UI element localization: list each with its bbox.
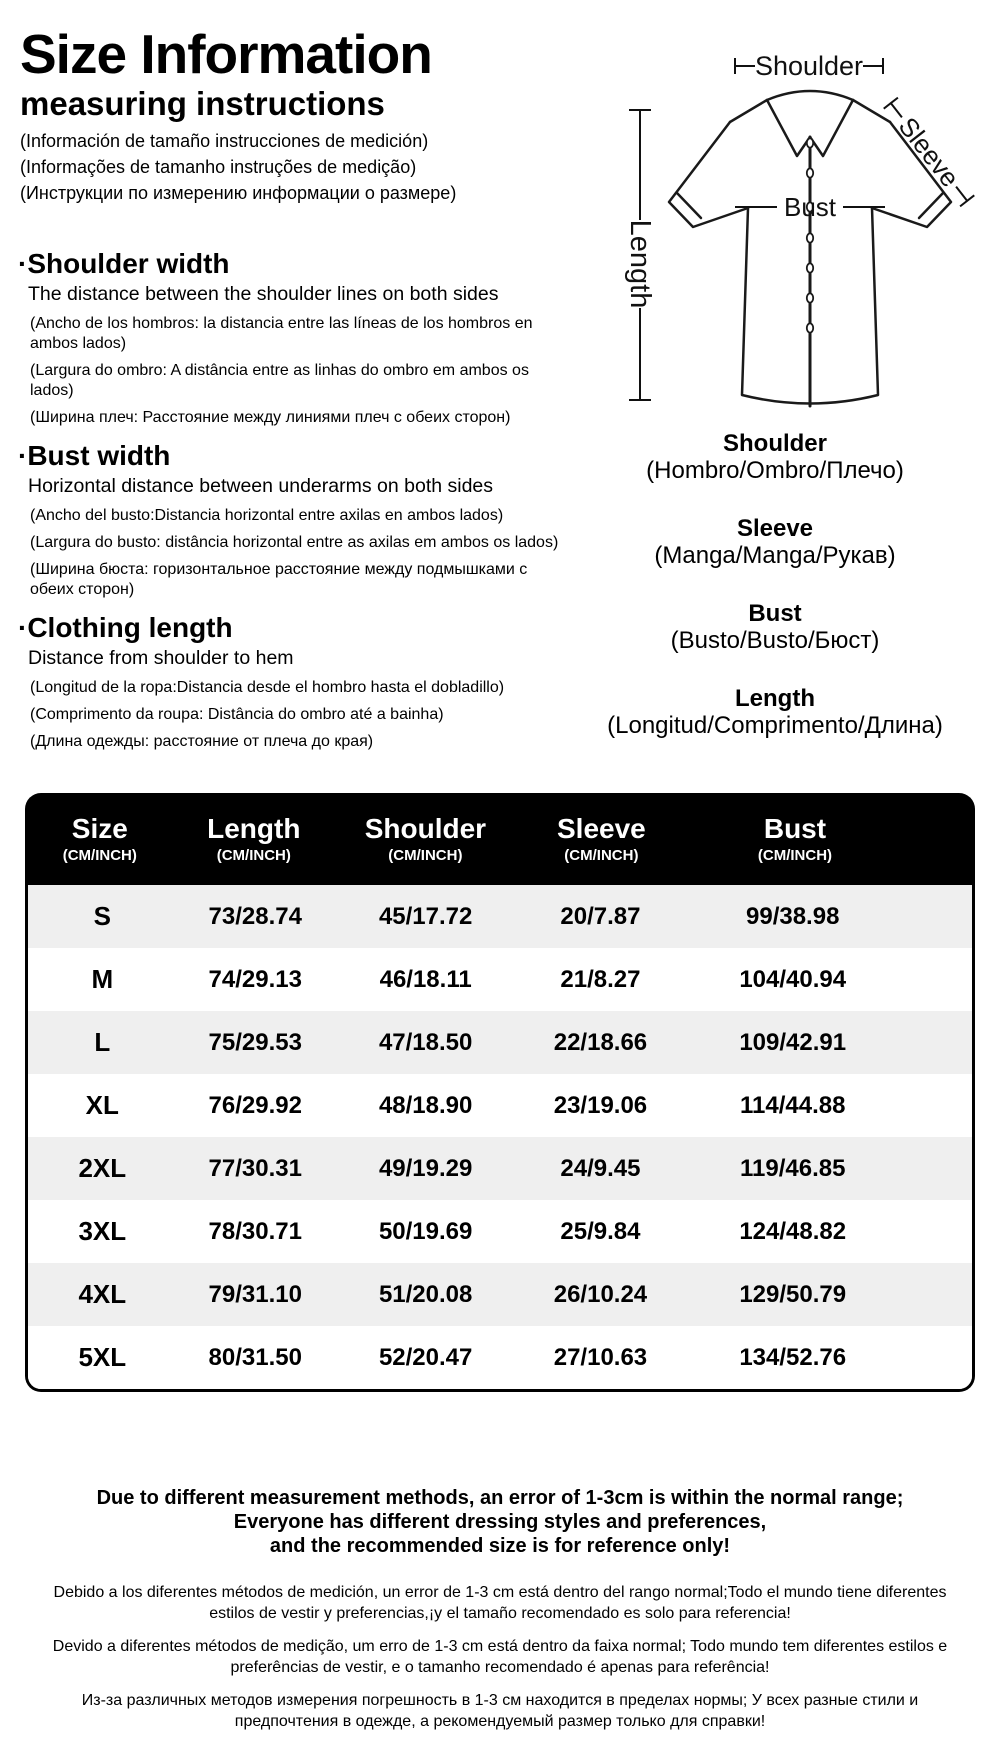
bust-cell: 134/52.76: [739, 1343, 847, 1371]
column-unit: (CM/INCH): [62, 846, 137, 864]
size-cell: XL: [85, 1090, 119, 1120]
table-row: [28, 1326, 972, 1389]
size-cell: S: [93, 901, 111, 931]
glossary-term: Sleeve: [736, 515, 814, 542]
header-translation: (Informações de tamanho instruções de medição): [20, 157, 417, 178]
sleeve-cell: 22/18.66: [553, 1028, 648, 1056]
section-description: The distance between the shoulder lines on both sides: [28, 283, 499, 305]
shirt-diagram: [585, 40, 990, 420]
column-unit: (CM/INCH): [564, 846, 639, 864]
bust-cell: 119/46.85: [739, 1154, 846, 1182]
section-description: Horizontal distance between underarms on both sides: [28, 475, 494, 497]
disclaimer-line: Due to different measurement methods, an error of 1-3cm is within the normal range;: [96, 1487, 904, 1509]
table-header-cell: [175, 814, 333, 865]
table-header-cell: [518, 814, 685, 865]
disclaimer-line: and the recommended size is for reference only!: [269, 1535, 731, 1557]
glossary-entry: [555, 685, 995, 739]
header-translation: (Información de tamaño instrucciones de medición): [20, 131, 429, 152]
length-cell: 77/30.31: [208, 1154, 302, 1182]
shirt-buttons: [807, 138, 813, 332]
section-heading: ·Clothing length: [18, 612, 233, 643]
length-label: Length: [624, 219, 656, 309]
length-cell: 78/30.71: [208, 1217, 302, 1245]
glossary-translations: (Hombro/Ombro/Плечо): [646, 457, 904, 484]
shirt-diagram-svg: [585, 40, 990, 420]
shoulder-cell: 51/20.08: [378, 1280, 473, 1308]
table-row: [28, 1074, 972, 1137]
shoulder-cell: 46/18.11: [379, 965, 472, 993]
section-translation: (Ancho del busto:Distancia horizontal entre axilas en ambos lados): [30, 507, 504, 524]
disclaimer-paragraph: Devido a diferentes métodos de medição, um erro de 1-3 cm está dentro da faixa normal; Todo mundo tem diferentes estilos e preferências de vestir, e o tamanho recomendado é apenas para referência!: [52, 1638, 948, 1676]
sleeve-label: Sleeve: [892, 111, 966, 193]
section-translation: (Largura do ombro: A distância entre as linhas do ombro em ambos os lados): [30, 362, 529, 399]
disclaimer: [0, 1486, 1000, 1732]
column-unit: (CM/INCH): [388, 846, 463, 864]
size-cell: L: [94, 1027, 111, 1057]
size-table-header: [25, 793, 975, 885]
disclaimer-line: Everyone has different dressing styles and preferences,: [233, 1511, 767, 1533]
table-row: [28, 948, 972, 1011]
table-row: [28, 885, 972, 948]
sleeve-cell: 25/9.84: [560, 1217, 641, 1245]
bust-label: Bust: [783, 192, 837, 222]
length-cell: 79/31.10: [208, 1280, 302, 1308]
column-label: Bust: [763, 812, 827, 844]
table-row: [28, 1137, 972, 1200]
sleeve-cell: 23/19.06: [553, 1091, 648, 1119]
table-header-cell: [685, 814, 905, 865]
section-translation: (Ширина бюста: горизонтальное расстояние между подмышками с обеих сторон): [30, 561, 528, 598]
size-cell: 2XL: [78, 1153, 127, 1183]
column-label: Length: [207, 812, 301, 844]
glossary-term: Length: [735, 685, 815, 712]
table-header-cell: [333, 814, 518, 865]
header: [20, 23, 580, 206]
header-translations: [20, 128, 580, 206]
sleeve-cell: 24/9.45: [560, 1154, 641, 1182]
sleeve-cell: 26/10.24: [553, 1280, 648, 1308]
section-translation: (Longitud de la ropa:Distancia desde el hombro hasta el dobladillo): [30, 679, 505, 696]
section-heading: ·Shoulder width: [18, 248, 230, 279]
table-row: [28, 1263, 972, 1326]
length-cell: 80/31.50: [208, 1343, 302, 1371]
section-translation: (Largura do busto: distância horizontal entre as axilas em ambos os lados): [30, 534, 559, 551]
shoulder-cell: 48/18.90: [378, 1091, 473, 1119]
section-translation: (Ancho de los hombros: la distancia entre las líneas de los hombros en ambos lados): [30, 315, 533, 352]
sleeve-cell: 21/8.27: [560, 965, 641, 993]
section-heading: ·Bust width: [18, 440, 171, 471]
bust-cell: 129/50.79: [739, 1280, 847, 1308]
glossary-translations: (Manga/Manga/Рукав): [654, 542, 896, 569]
size-cell: M: [91, 964, 114, 994]
measure-section: [18, 440, 566, 600]
bust-cell: 99/38.98: [746, 902, 840, 930]
column-unit: (CM/INCH): [216, 846, 291, 864]
glossary-entry: [555, 600, 995, 654]
table-row: [28, 1011, 972, 1074]
length-cell: 74/29.13: [208, 965, 302, 993]
table-header-cell: [25, 814, 175, 865]
bust-cell: 124/48.82: [739, 1217, 847, 1245]
column-label: Size: [71, 812, 128, 844]
column-unit: (CM/INCH): [757, 846, 833, 864]
table-row: [28, 1200, 972, 1263]
sleeve-cell: 27/10.63: [553, 1343, 648, 1371]
sleeve-annotation: [879, 94, 979, 210]
size-table-body: [25, 885, 975, 1392]
measure-section: [18, 612, 566, 752]
measure-section: [18, 248, 566, 428]
glossary-entry: [555, 430, 995, 484]
disclaimer-paragraph: Из-за различных методов измерения погрешность в 1-3 см находится в пределах нормы; У всех разные стили и предпочтения в одежде, а рекомендуемый размер только для справки!: [81, 1692, 919, 1730]
page-subtitle: measuring instructions: [20, 84, 385, 122]
section-translation: (Длина одежды: расстояние от плеча до края): [30, 733, 374, 750]
length-cell: 73/28.74: [208, 902, 302, 930]
measure-glossary: [555, 430, 995, 770]
section-translation: (Comprimento da roupa: Distância do ombro até a bainha): [30, 706, 444, 723]
disclaimer-paragraph: Debido a los diferentes métodos de medición, un error de 1-3 cm está dentro del rango normal;Todo el mundo tiene diferentes estilos de vestir y preferencias,¡y el tamaño recomendado es solo para referencia!: [53, 1584, 947, 1622]
column-label: Shoulder: [364, 812, 487, 844]
header-translation: (Инструкции по измерению информации о размере): [20, 183, 457, 204]
size-cell: 4XL: [78, 1279, 127, 1309]
glossary-term: Shoulder: [722, 430, 827, 457]
size-cell: 3XL: [78, 1216, 127, 1246]
shoulder-cell: 47/18.50: [378, 1028, 473, 1056]
column-label: Sleeve: [557, 812, 646, 844]
shoulder-label: Shoulder: [754, 51, 864, 81]
glossary-entry: [555, 515, 995, 569]
measuring-sections: [18, 248, 566, 764]
size-table: [25, 793, 975, 1392]
disclaimer-translations: [0, 1582, 1000, 1732]
bust-cell: 104/40.94: [739, 965, 847, 993]
shoulder-cell: 52/20.47: [378, 1343, 473, 1371]
shoulder-cell: 45/17.72: [378, 902, 473, 930]
bust-cell: 109/42.91: [739, 1028, 847, 1056]
glossary-translations: (Busto/Busto/Бюст): [670, 627, 880, 654]
sleeve-cell: 20/7.87: [560, 902, 641, 930]
page-title: Size Information: [20, 23, 432, 85]
section-description: Distance from shoulder to hem: [28, 647, 294, 669]
shoulder-cell: 50/19.69: [378, 1217, 473, 1245]
disclaimer-en: [0, 1486, 1000, 1558]
bust-cell: 114/44.88: [739, 1091, 846, 1119]
length-cell: 75/29.53: [208, 1028, 302, 1056]
section-translation: (Ширина плеч: Расстояние между линиями плеч с обеих сторон): [30, 409, 511, 426]
glossary-translations: (Longitud/Comprimento/Длина): [607, 712, 943, 739]
shoulder-cell: 49/19.29: [378, 1154, 473, 1182]
glossary-term: Bust: [748, 600, 802, 627]
length-cell: 76/29.92: [208, 1091, 302, 1119]
size-cell: 5XL: [78, 1342, 127, 1372]
